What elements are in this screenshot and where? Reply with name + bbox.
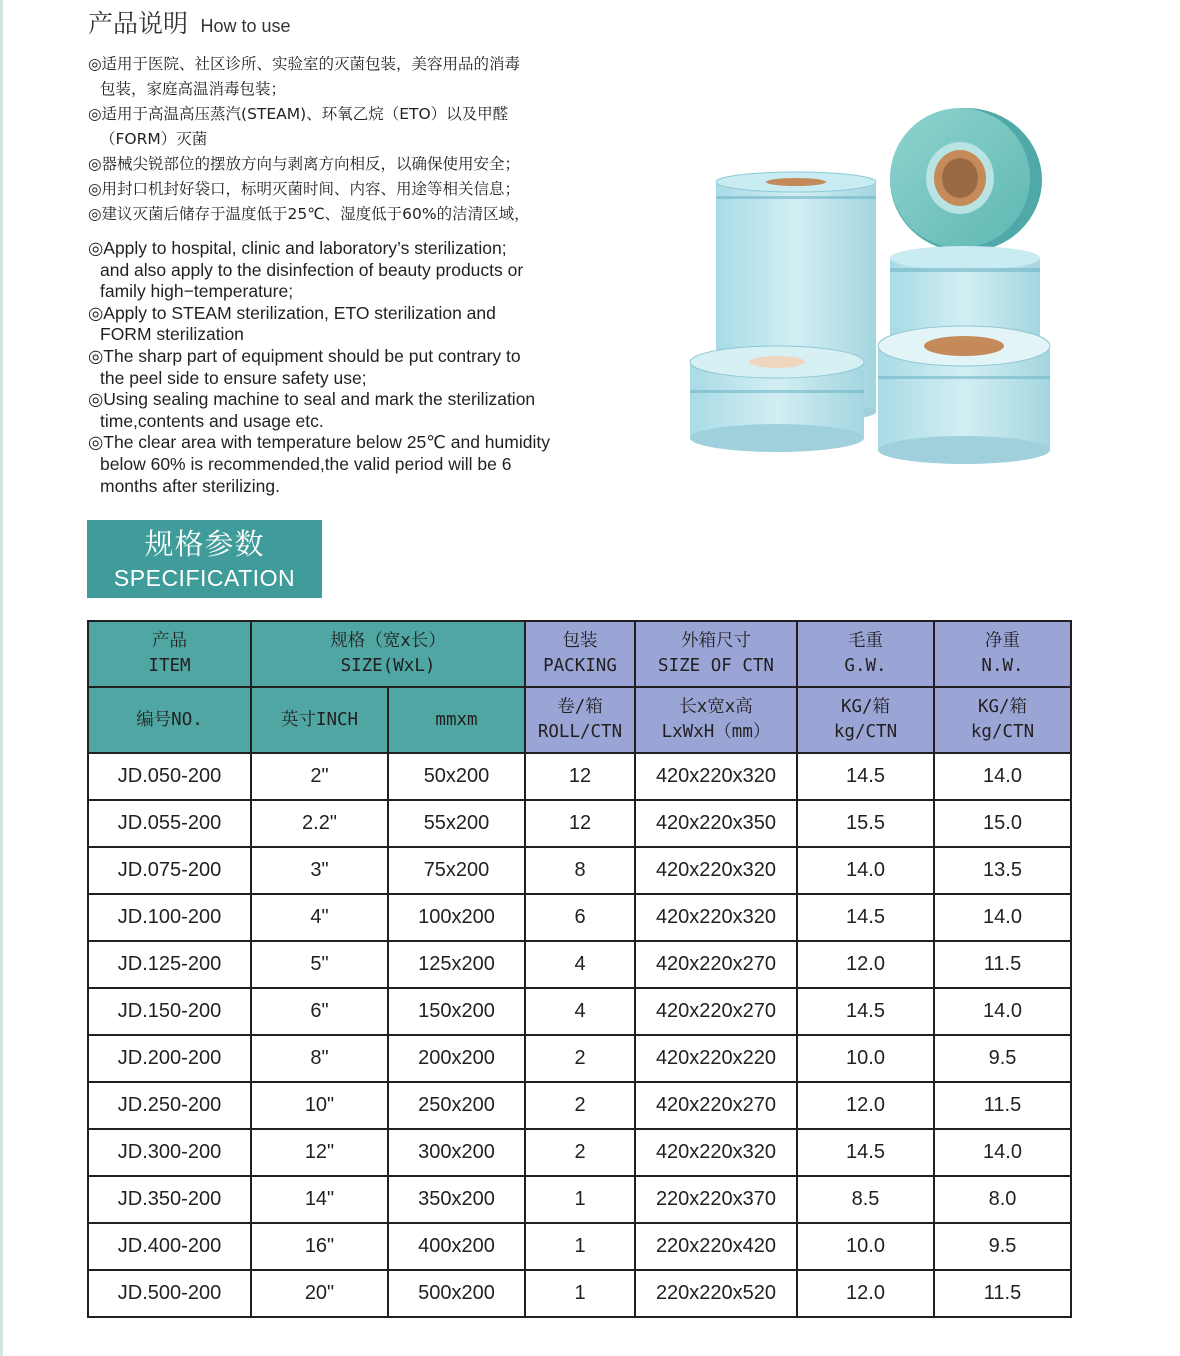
usage-en-item: ◎Apply to hospital, clinic and laboratory’s sterilization; bbox=[88, 238, 507, 258]
table-row bbox=[88, 847, 1071, 894]
cell-ctn: 420x220x320 bbox=[635, 1129, 797, 1176]
cell-mm: 400x200 bbox=[388, 1223, 525, 1270]
cell-gw: 10.0 bbox=[797, 1035, 934, 1082]
cell-gw: 15.5 bbox=[797, 800, 934, 847]
header-size: 规格（宽x长） SIZE(WxL) bbox=[251, 621, 525, 687]
usage-en-item-cont: months after sterilizing. bbox=[100, 475, 280, 496]
cell-no: JD.350-200 bbox=[88, 1176, 251, 1223]
cell-mm: 150x200 bbox=[388, 988, 525, 1035]
cell-no: JD.250-200 bbox=[88, 1082, 251, 1129]
usage-en-item-cont: family high−temperature; bbox=[100, 281, 294, 302]
cell-mm: 500x200 bbox=[388, 1270, 525, 1317]
cell-roll: 4 bbox=[525, 941, 635, 988]
cell-ctn: 420x220x270 bbox=[635, 988, 797, 1035]
header-packing: 包装 PACKING bbox=[525, 621, 635, 687]
cell-mm: 125x200 bbox=[388, 941, 525, 988]
cell-no: JD.125-200 bbox=[88, 941, 251, 988]
cell-mm: 50x200 bbox=[388, 753, 525, 800]
table-row bbox=[88, 1129, 1071, 1176]
page-title bbox=[88, 4, 291, 40]
specification-banner bbox=[87, 520, 322, 598]
table-header-row bbox=[88, 621, 1071, 687]
table-row bbox=[88, 894, 1071, 941]
cell-nw: 8.0 bbox=[934, 1176, 1071, 1223]
table-subheader-row bbox=[88, 687, 1071, 753]
cell-roll: 1 bbox=[525, 1176, 635, 1223]
header-net-weight: 净重 N.W. bbox=[934, 621, 1071, 687]
cell-inch: 5" bbox=[251, 941, 388, 988]
cell-nw: 11.5 bbox=[934, 1270, 1071, 1317]
cell-nw: 14.0 bbox=[934, 753, 1071, 800]
table-row bbox=[88, 1223, 1071, 1270]
subheader-nw: KG/箱 kg/CTN bbox=[934, 687, 1071, 753]
cell-inch: 10" bbox=[251, 1082, 388, 1129]
usage-list-cn bbox=[88, 52, 588, 227]
cell-nw: 14.0 bbox=[934, 1129, 1071, 1176]
cell-ctn: 420x220x220 bbox=[635, 1035, 797, 1082]
cell-gw: 8.5 bbox=[797, 1176, 934, 1223]
cell-ctn: 420x220x270 bbox=[635, 1082, 797, 1129]
cell-nw: 14.0 bbox=[934, 988, 1071, 1035]
table-row bbox=[88, 800, 1071, 847]
cell-ctn: 420x220x270 bbox=[635, 941, 797, 988]
spec-banner-en: SPECIFICATION bbox=[113, 565, 296, 591]
cell-inch: 4" bbox=[251, 894, 388, 941]
product-photo bbox=[680, 100, 1060, 480]
cell-roll: 1 bbox=[525, 1270, 635, 1317]
usage-cn-item: ◎建议灭菌后储存于温度低于25℃、湿度低于60%的洁清区域， bbox=[88, 205, 530, 223]
cell-inch: 16" bbox=[251, 1223, 388, 1270]
subheader-no: 编号NO. bbox=[88, 687, 251, 753]
table-row bbox=[88, 1082, 1071, 1129]
header-ctn-size: 外箱尺寸 SIZE OF CTN bbox=[635, 621, 797, 687]
cell-mm: 100x200 bbox=[388, 894, 525, 941]
usage-en-item-cont: below 60% is recommended,the valid period will be 6 bbox=[100, 453, 512, 474]
cell-gw: 12.0 bbox=[797, 1082, 934, 1129]
table-body bbox=[88, 753, 1071, 1317]
usage-cn-item: ◎用封口机封好袋口，标明灭菌时间、内容、用途等相关信息； bbox=[88, 180, 521, 198]
cell-gw: 12.0 bbox=[797, 941, 934, 988]
usage-en-item-cont: and also apply to the disinfection of beauty products or bbox=[100, 259, 524, 280]
subheader-roll: 卷/箱 ROLL/CTN bbox=[525, 687, 635, 753]
cell-mm: 55x200 bbox=[388, 800, 525, 847]
cell-ctn: 420x220x320 bbox=[635, 894, 797, 941]
usage-en-item-cont: FORM sterilization bbox=[100, 324, 244, 345]
cell-nw: 9.5 bbox=[934, 1035, 1071, 1082]
cell-roll: 6 bbox=[525, 894, 635, 941]
cell-inch: 12" bbox=[251, 1129, 388, 1176]
usage-en-item: ◎The clear area with temperature below 25℃ and humidity bbox=[88, 432, 550, 453]
usage-list-en bbox=[88, 238, 588, 497]
cell-gw: 14.5 bbox=[797, 894, 934, 941]
cell-nw: 15.0 bbox=[934, 800, 1071, 847]
cell-gw: 12.0 bbox=[797, 1270, 934, 1317]
cell-roll: 8 bbox=[525, 847, 635, 894]
usage-en-item-cont: the peel side to ensure safety use; bbox=[100, 367, 367, 388]
usage-cn-item: ◎适用于高温高压蒸汽(STEAM)、环氧乙烷（ETO）以及甲醛 bbox=[88, 105, 509, 123]
cell-ctn: 220x220x520 bbox=[635, 1270, 797, 1317]
spec-banner-cn: 规格参数 bbox=[144, 527, 265, 561]
cell-mm: 300x200 bbox=[388, 1129, 525, 1176]
cell-roll: 2 bbox=[525, 1035, 635, 1082]
cell-inch: 8" bbox=[251, 1035, 388, 1082]
cell-gw: 14.0 bbox=[797, 847, 934, 894]
cell-no: JD.050-200 bbox=[88, 753, 251, 800]
cell-no: JD.300-200 bbox=[88, 1129, 251, 1176]
cell-mm: 200x200 bbox=[388, 1035, 525, 1082]
subheader-gw: KG/箱 kg/CTN bbox=[797, 687, 934, 753]
table-row bbox=[88, 941, 1071, 988]
cell-ctn: 420x220x350 bbox=[635, 800, 797, 847]
usage-en-item: ◎Apply to STEAM sterilization, ETO sterilization and bbox=[88, 302, 496, 323]
table-row bbox=[88, 1270, 1071, 1317]
table-row bbox=[88, 753, 1071, 800]
cell-roll: 2 bbox=[525, 1082, 635, 1129]
usage-en-item: ◎The sharp part of equipment should be put contrary to bbox=[88, 345, 521, 366]
table-row bbox=[88, 988, 1071, 1035]
bottom-left-roll bbox=[690, 346, 864, 452]
subheader-dim: 长x宽x高 LxWxH（mm） bbox=[635, 687, 797, 753]
cell-ctn: 220x220x420 bbox=[635, 1223, 797, 1270]
page-edge-rule bbox=[0, 0, 3, 1356]
subheader-mm: mmxm bbox=[388, 687, 525, 753]
usage-cn-item-cont: 包装，家庭高温消毒包装； bbox=[100, 80, 287, 98]
header-gross-weight: 毛重 G.W. bbox=[797, 621, 934, 687]
cell-roll: 4 bbox=[525, 988, 635, 1035]
table-row bbox=[88, 1176, 1071, 1223]
cell-nw: 13.5 bbox=[934, 847, 1071, 894]
usage-cn-item: ◎器械尖锐部位的摆放方向与剥离方向相反，以确保使用安全； bbox=[88, 155, 521, 173]
cell-nw: 9.5 bbox=[934, 1223, 1071, 1270]
cell-no: JD.100-200 bbox=[88, 894, 251, 941]
usage-en-item: ◎Using sealing machine to seal and mark the sterilization bbox=[88, 389, 536, 410]
cell-nw: 14.0 bbox=[934, 894, 1071, 941]
spec-table bbox=[87, 620, 1072, 1318]
cell-no: JD.500-200 bbox=[88, 1270, 251, 1317]
usage-en-item-cont: time,contents and usage etc. bbox=[100, 410, 324, 431]
cell-roll: 2 bbox=[525, 1129, 635, 1176]
bottom-right-roll bbox=[878, 326, 1050, 464]
standing-roll bbox=[890, 108, 1042, 252]
header-item: 产品 ITEM bbox=[88, 621, 251, 687]
cell-inch: 2" bbox=[251, 753, 388, 800]
cell-inch: 6" bbox=[251, 988, 388, 1035]
cell-gw: 10.0 bbox=[797, 1223, 934, 1270]
cell-mm: 250x200 bbox=[388, 1082, 525, 1129]
cell-no: JD.200-200 bbox=[88, 1035, 251, 1082]
usage-cn-item: ◎适用于医院、社区诊所、实验室的灭菌包装，美容用品的消毒 bbox=[88, 55, 521, 73]
cell-mm: 350x200 bbox=[388, 1176, 525, 1223]
cell-inch: 3" bbox=[251, 847, 388, 894]
cell-no: JD.150-200 bbox=[88, 988, 251, 1035]
cell-mm: 75x200 bbox=[388, 847, 525, 894]
title-en: How to use bbox=[200, 16, 291, 36]
cell-no: JD.055-200 bbox=[88, 800, 251, 847]
cell-inch: 14" bbox=[251, 1176, 388, 1223]
cell-gw: 14.5 bbox=[797, 1129, 934, 1176]
cell-gw: 14.5 bbox=[797, 988, 934, 1035]
title-cn: 产品说明 bbox=[88, 9, 189, 38]
cell-roll: 12 bbox=[525, 753, 635, 800]
cell-ctn: 220x220x370 bbox=[635, 1176, 797, 1223]
cell-nw: 11.5 bbox=[934, 1082, 1071, 1129]
subheader-inch: 英寸INCH bbox=[251, 687, 388, 753]
cell-roll: 12 bbox=[525, 800, 635, 847]
cell-gw: 14.5 bbox=[797, 753, 934, 800]
table-row bbox=[88, 1035, 1071, 1082]
cell-inch: 20" bbox=[251, 1270, 388, 1317]
cell-roll: 1 bbox=[525, 1223, 635, 1270]
cell-inch: 2.2" bbox=[251, 800, 388, 847]
cell-no: JD.075-200 bbox=[88, 847, 251, 894]
usage-cn-item-cont: （FORM）灭菌 bbox=[100, 130, 208, 148]
cell-ctn: 420x220x320 bbox=[635, 753, 797, 800]
cell-nw: 11.5 bbox=[934, 941, 1071, 988]
cell-ctn: 420x220x320 bbox=[635, 847, 797, 894]
cell-no: JD.400-200 bbox=[88, 1223, 251, 1270]
